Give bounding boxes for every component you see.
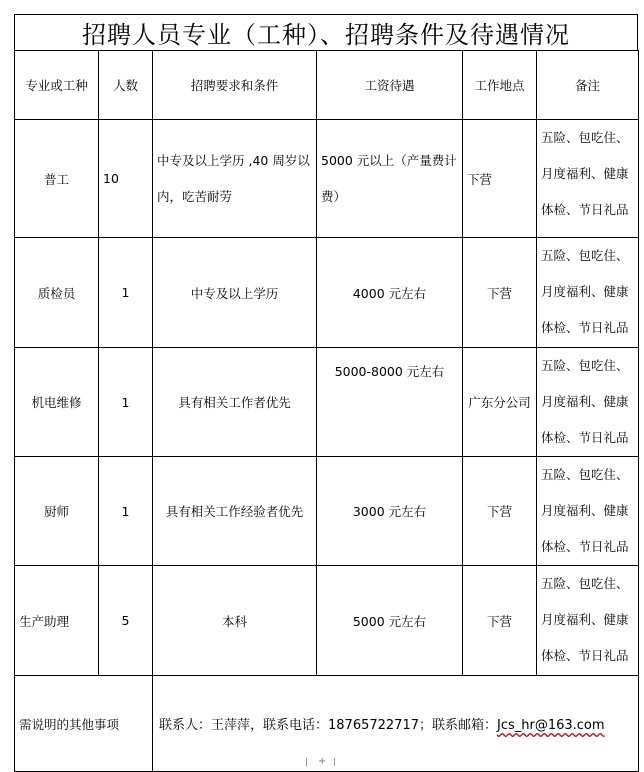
cell-count: 10	[99, 120, 153, 238]
cell-requirements: 中专及以上学历 ,40 周岁以内，吃苦耐劳	[153, 120, 317, 238]
edge-tick	[334, 758, 335, 766]
cell-note	[537, 348, 639, 457]
header-major: 专业或工种	[15, 51, 99, 120]
page-edge-marks	[306, 758, 336, 770]
cell-count: 1	[99, 348, 153, 457]
cell-requirements: 具有相关工作经验者优先	[153, 457, 317, 566]
note-line: 五险、包吃住、	[541, 358, 629, 373]
cell-location: 下营	[463, 238, 537, 348]
cell-count: 5	[99, 566, 153, 676]
document-title: 招聘人员专业（工种）、招聘条件及待遇情况	[14, 14, 638, 50]
cell-location: 下营	[463, 566, 537, 676]
cell-major: 质检员	[15, 238, 99, 348]
cell-requirements: 本科	[153, 566, 317, 676]
note-line: 月度福利、健康	[541, 284, 629, 299]
cell-requirements: 具有相关工作者优先	[153, 348, 317, 457]
cell-pay: 5000-8000 元左右	[317, 348, 463, 457]
note-line: 五险、包吃住、	[541, 130, 629, 145]
cell-count: 1	[99, 238, 153, 348]
header-count: 人数	[99, 51, 153, 120]
cell-count: 1	[99, 457, 153, 566]
header-location: 工作地点	[463, 51, 537, 120]
recruitment-table	[14, 50, 639, 772]
cell-pay: 5000 元左右	[317, 566, 463, 676]
cell-major: 生产助理	[15, 566, 99, 676]
contact-text: 联系人：王萍萍，联系电话：18765722717；联系邮箱：	[159, 718, 497, 733]
plus-icon: +	[318, 756, 327, 767]
note-line: 月度福利、健康	[541, 503, 629, 518]
cell-note	[537, 238, 639, 348]
cell-location: 下营	[463, 457, 537, 566]
note-line: 体检、节日礼品	[541, 320, 629, 335]
table-row	[15, 238, 639, 348]
contact-email: Jcs_hr@163.com	[496, 718, 605, 733]
other-matters-label: 需说明的其他事项	[15, 676, 153, 772]
note-line: 五险、包吃住、	[541, 467, 629, 482]
note-line: 体检、节日礼品	[541, 648, 629, 663]
note-line: 五险、包吃住、	[541, 248, 629, 263]
cell-location: 下营	[463, 120, 537, 238]
contact-info	[153, 676, 639, 772]
table-header-row	[15, 51, 639, 120]
cell-location: 广东分公司	[463, 348, 537, 457]
table-row	[15, 120, 639, 238]
table-row	[15, 348, 639, 457]
cell-pay: 4000 元左右	[317, 238, 463, 348]
edge-tick	[306, 758, 307, 766]
cell-major: 普工	[15, 120, 99, 238]
header-requirements: 招聘要求和条件	[153, 51, 317, 120]
cell-pay: 5000 元以上（产量费计费）	[317, 120, 463, 238]
header-note: 备注	[537, 51, 639, 120]
note-line: 五险、包吃住、	[541, 576, 629, 591]
note-line: 体检、节日礼品	[541, 430, 629, 445]
note-line: 月度福利、健康	[541, 612, 629, 627]
table-row	[15, 566, 639, 676]
cell-note	[537, 120, 639, 238]
note-line: 月度福利、健康	[541, 166, 629, 181]
cell-pay: 3000 元左右	[317, 457, 463, 566]
cell-major: 厨师	[15, 457, 99, 566]
note-line: 月度福利、健康	[541, 394, 629, 409]
header-pay: 工资待遇	[317, 51, 463, 120]
cell-note	[537, 566, 639, 676]
note-line: 体检、节日礼品	[541, 202, 629, 217]
cell-note	[537, 457, 639, 566]
note-line: 体检、节日礼品	[541, 539, 629, 554]
cell-major: 机电维修	[15, 348, 99, 457]
table-row	[15, 457, 639, 566]
cell-requirements: 中专及以上学历	[153, 238, 317, 348]
